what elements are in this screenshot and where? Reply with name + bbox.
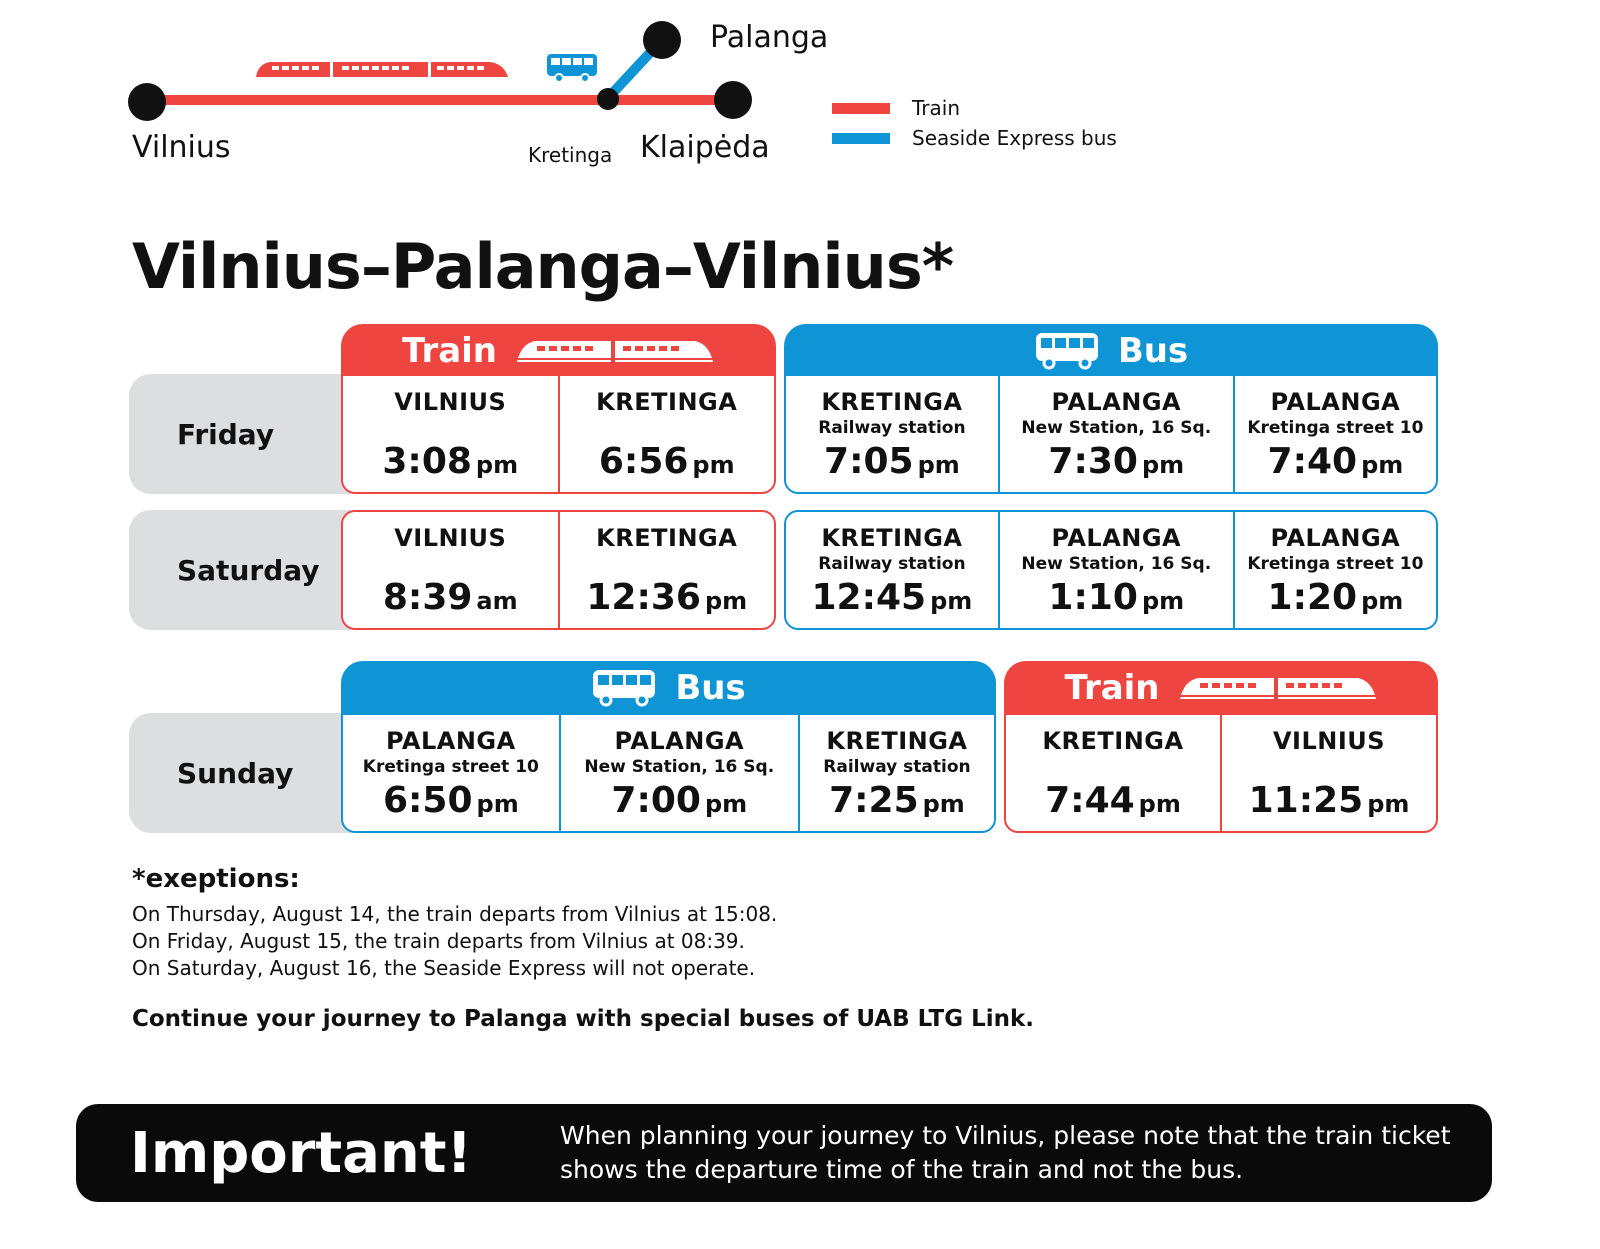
train-icon bbox=[515, 338, 715, 364]
sunday-train-times bbox=[1004, 713, 1438, 833]
bus-icon bbox=[547, 54, 597, 82]
day-label: Saturday bbox=[177, 553, 320, 587]
legend-bus-swatch bbox=[832, 133, 890, 144]
sunday-bus-times bbox=[341, 713, 996, 833]
stop-name: KRETINGA bbox=[1042, 727, 1184, 755]
outbound-train-header bbox=[341, 324, 776, 378]
timetable-cell bbox=[998, 376, 1233, 492]
stop-name: KRETINGA bbox=[596, 388, 738, 416]
day-tab-friday bbox=[129, 374, 351, 494]
return-bus-header bbox=[341, 661, 996, 715]
stop-name: PALANGA bbox=[1051, 524, 1182, 552]
departure-time: 8:39 am bbox=[382, 577, 518, 618]
friday-train-times bbox=[341, 374, 776, 494]
stop-name: PALANGA bbox=[1051, 388, 1182, 416]
stop-name: VILNIUS bbox=[394, 524, 507, 552]
timetable-cell bbox=[786, 512, 998, 628]
day-tab-saturday bbox=[129, 510, 351, 630]
important-message: When planning your journey to Vilnius, please note that the train ticket shows the departure time of the train and not the bus. bbox=[560, 1121, 1451, 1184]
day-label: Sunday bbox=[177, 756, 294, 790]
legend-train-label: Train bbox=[912, 96, 960, 120]
stop-name: PALANGA bbox=[1270, 388, 1401, 416]
timetable-cell bbox=[558, 512, 775, 628]
timetable-cell bbox=[343, 715, 559, 831]
friday-bus-times bbox=[784, 374, 1438, 494]
timetable-cell bbox=[786, 376, 998, 492]
stop-name: KRETINGA bbox=[826, 727, 968, 755]
exception-line: On Friday, August 15, the train departs from Vilnius at 08:39. bbox=[132, 929, 745, 953]
arrival-time: 1:20 pm bbox=[1267, 577, 1404, 618]
bus-icon bbox=[591, 668, 657, 708]
outbound-bus-header bbox=[784, 324, 1438, 378]
departure-time: 7:00 pm bbox=[611, 780, 748, 821]
day-label: Friday bbox=[177, 417, 275, 451]
arrival-time: 7:25 pm bbox=[829, 780, 965, 821]
departure-time: 6:50 pm bbox=[382, 780, 519, 821]
train-icon bbox=[1178, 675, 1378, 701]
stop-name: VILNIUS bbox=[1272, 727, 1386, 755]
legend-train-swatch bbox=[832, 103, 890, 114]
stop-name: PALANGA bbox=[1270, 524, 1401, 552]
stop-place: New Station, 16 Sq. bbox=[584, 757, 775, 777]
timetable-cell bbox=[558, 376, 775, 492]
saturday-bus-times bbox=[784, 510, 1438, 630]
stop-place: Kretinga street 10 bbox=[362, 757, 539, 777]
departure-time: 7:05 pm bbox=[824, 441, 960, 482]
departure-time: 7:44 pm bbox=[1045, 780, 1181, 821]
kretinga-node bbox=[597, 88, 619, 110]
timetable-cell bbox=[1006, 715, 1220, 831]
timetable-cell bbox=[343, 376, 558, 492]
stop-place: Railway station bbox=[823, 757, 971, 777]
arrival-time: 7:30 pm bbox=[1048, 441, 1185, 482]
arrival-time: 1:10 pm bbox=[1048, 577, 1185, 618]
stop-place: New Station, 16 Sq. bbox=[1021, 418, 1212, 438]
return-train-header bbox=[1004, 661, 1438, 715]
arrival-time: 11:25 pm bbox=[1248, 780, 1410, 821]
stop-name: KRETINGA bbox=[821, 524, 963, 552]
departure-time: 3:08 pm bbox=[382, 441, 519, 482]
stop-name: KRETINGA bbox=[821, 388, 963, 416]
stop-name: VILNIUS bbox=[394, 388, 507, 416]
exception-line: On Saturday, August 16, the Seaside Express will not operate. bbox=[132, 956, 756, 980]
legend-train bbox=[832, 96, 960, 120]
important-banner bbox=[76, 1104, 1492, 1202]
exception-line: On Thursday, August 14, the train departs from Vilnius at 15:08. bbox=[132, 902, 778, 926]
arrival-time: 12:36 pm bbox=[586, 577, 748, 618]
stop-place: Kretinga street 10 bbox=[1247, 554, 1424, 574]
stop-place: Railway station bbox=[818, 554, 966, 574]
map-label-vilnius: Vilnius bbox=[132, 130, 231, 165]
return-bus-header-label: Bus bbox=[675, 668, 746, 708]
timetable-cell bbox=[798, 715, 994, 831]
timetable-cell bbox=[998, 512, 1233, 628]
day-tab-sunday bbox=[129, 713, 351, 833]
bus-icon bbox=[1034, 331, 1100, 371]
timetable-cell bbox=[1233, 376, 1436, 492]
stop-place: Railway station bbox=[818, 418, 966, 438]
legend-bus-label: Seaside Express bus bbox=[912, 126, 1117, 150]
klaipeda-node bbox=[714, 81, 752, 119]
map-label-kretinga: Kretinga bbox=[528, 143, 613, 167]
palanga-node bbox=[643, 21, 681, 59]
map-label-palanga: Palanga bbox=[710, 20, 829, 55]
stop-name: PALANGA bbox=[614, 727, 745, 755]
arrival-time: 7:40 pm bbox=[1267, 441, 1404, 482]
timetable-cell bbox=[559, 715, 798, 831]
arrival-time: 6:56 pm bbox=[598, 441, 735, 482]
timetable-cell bbox=[1220, 715, 1436, 831]
saturday-train-times bbox=[341, 510, 776, 630]
page-title: Vilnius–Palanga–Vilnius* bbox=[132, 230, 954, 303]
timetable-cell bbox=[1233, 512, 1436, 628]
route-map bbox=[0, 0, 1600, 190]
outbound-bus-header-label: Bus bbox=[1117, 331, 1189, 371]
stop-place: Kretinga street 10 bbox=[1247, 418, 1424, 438]
important-title: Important! bbox=[130, 1120, 473, 1186]
stop-name: KRETINGA bbox=[596, 524, 738, 552]
vilnius-node bbox=[128, 83, 166, 121]
departure-time: 12:45 pm bbox=[811, 577, 973, 618]
legend-bus bbox=[832, 126, 1117, 150]
continue-note: Continue your journey to Palanga with special buses of UAB LTG Link. bbox=[132, 1006, 1035, 1032]
outbound-train-header-label: Train bbox=[401, 331, 498, 371]
stop-name: PALANGA bbox=[385, 727, 516, 755]
timetable-cell bbox=[343, 512, 558, 628]
stop-place: New Station, 16 Sq. bbox=[1021, 554, 1212, 574]
train-icon bbox=[256, 62, 508, 77]
map-label-klaipeda: Klaipėda bbox=[640, 130, 770, 165]
exceptions-title: *exeptions: bbox=[132, 864, 300, 894]
return-train-header-label: Train bbox=[1064, 668, 1160, 708]
